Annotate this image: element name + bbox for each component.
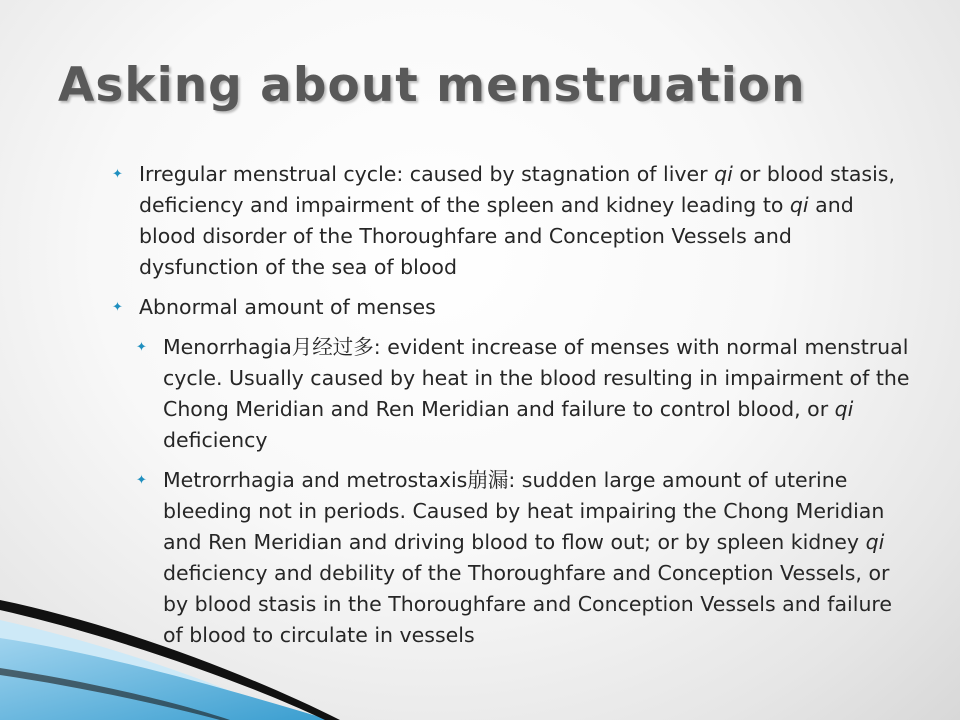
bullet-text (139, 162, 895, 279)
text-segment: deficiency and debility of the Thoroughfare and Conception Vessels, or by blood stasis in the Thoroughfare and Conception Vessels and failure of blood to circulate in vessels (163, 561, 893, 647)
italic-term: qi (865, 530, 885, 554)
bullet-icon: ✦ (136, 340, 147, 355)
italic-term: qi (789, 193, 809, 217)
bullet-text (139, 295, 436, 319)
bullet-item (112, 159, 899, 283)
bullet-icon: ✦ (112, 300, 123, 315)
text-segment: Metrorrhagia and metrostaxis崩漏: sudden large amount of uterine bleeding not in periods. Caused by heat impairing the Chong Meridian and Ren Meridian and driving blood to flow out; or by spleen kidney (163, 468, 885, 554)
text-segment: deficiency (163, 428, 268, 452)
text-segment: Irregular menstrual cycle: caused by stagnation of liver (139, 162, 715, 186)
bullet-item (112, 292, 899, 323)
slide-title: Asking about menstruation (58, 58, 806, 113)
bullet-text (163, 335, 909, 452)
text-segment: and blood disorder of the Thoroughfare and Conception Vessels and dysfunction of the sea of blood (139, 193, 854, 279)
italic-term: qi (834, 397, 854, 421)
decorative-wave-graphic (0, 580, 420, 720)
italic-term: qi (714, 162, 733, 186)
text-segment: or blood stasis, deficiency and impairment of the spleen and kidney leading to (139, 162, 896, 217)
bullet-icon: ✦ (136, 473, 147, 488)
bullet-item (136, 332, 913, 456)
text-segment: Abnormal amount of menses (139, 295, 436, 319)
bullet-icon: ✦ (112, 167, 123, 182)
text-segment: Menorrhagia月经过多: evident increase of menses with normal menstrual cycle. Usually caused by heat in the blood resulting in impairment of the Chong Meridian and Ren Meridian and failure to control blood, or (163, 335, 910, 421)
